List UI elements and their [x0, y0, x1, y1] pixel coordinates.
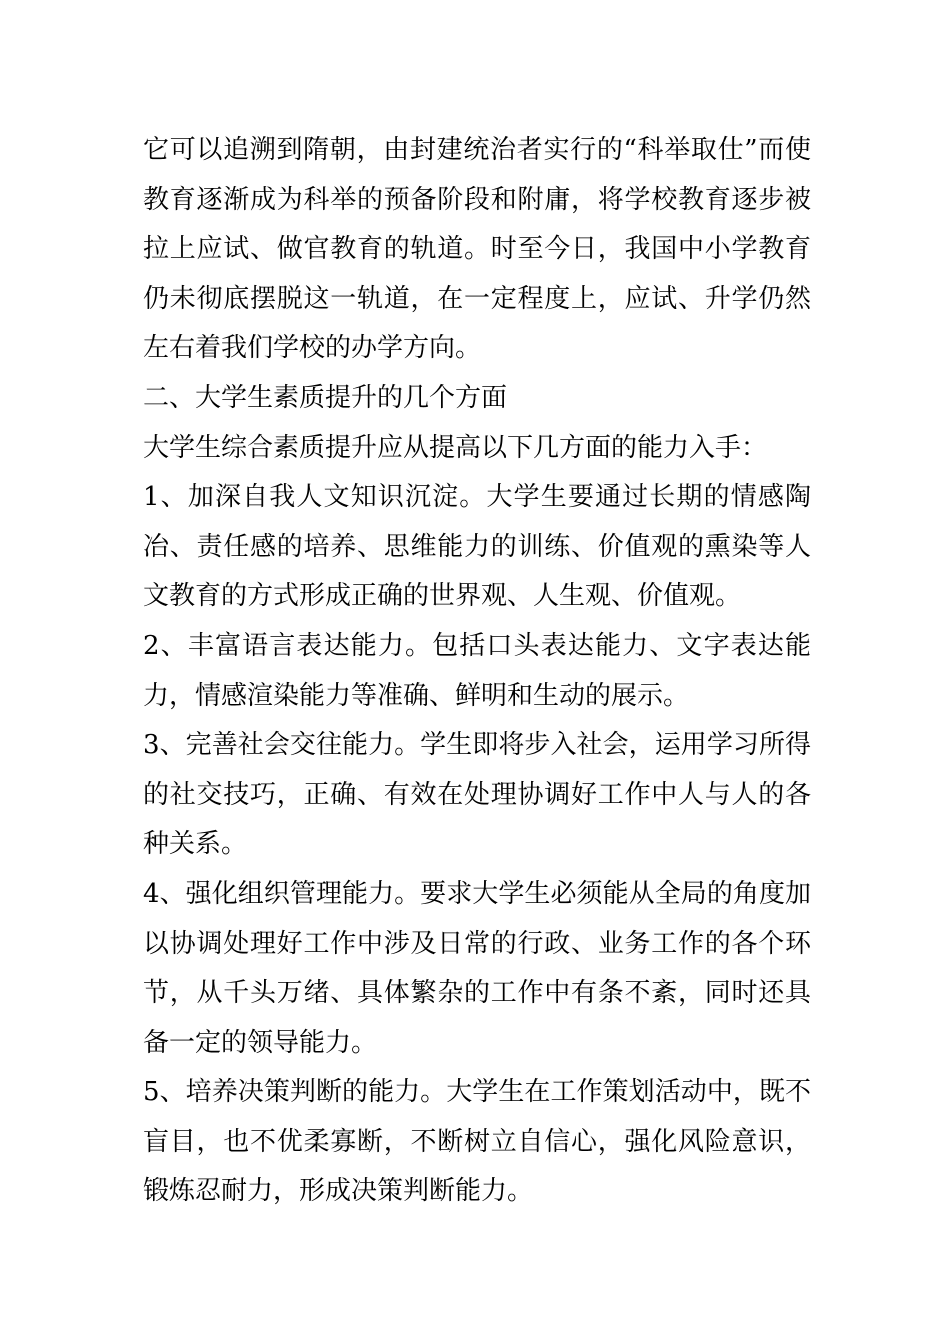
- list-item-1: 1、加深自我人文知识沉淀。大学生要通过长期的情感陶冶、责任感的培养、思维能力的训练、价值观的熏染等人文教育的方式形成正确的世界观、人生观、价值观。: [143, 482, 811, 612]
- list-item-5: 5、培养决策判断的能力。大学生在工作策划活动中，既不盲目，也不优柔寡断，不断树立自信心，强化风险意识，锻炼忍耐力，形成决策判断能力。: [143, 1077, 811, 1207]
- paragraph-section-lead: 大学生综合素质提升应从提高以下几方面的能力入手：: [143, 432, 768, 463]
- document-body: [143, 126, 811, 1217]
- list-item-4: 4、强化组织管理能力。要求大学生必须能从全局的角度加以协调处理好工作中涉及日常的行政、业务工作的各个环节，从千头万绪、具体繁杂的工作中有条不紊，同时还具备一定的领导能力。: [143, 878, 811, 1058]
- list-item-2: 2、丰富语言表达能力。包括口头表达能力、文字表达能力，情感渲染能力等准确、鲜明和生动的展示。: [143, 630, 811, 711]
- list-item-3: 3、完善社会交往能力。学生即将步入社会，运用学习所得的社交技巧，正确、有效在处理协调好工作中人与人的各种关系。: [143, 730, 811, 860]
- section-heading: 二、大学生素质提升的几个方面: [143, 382, 508, 413]
- paragraph-intro-continuation: 它可以追溯到隋朝，由封建统治者实行的“科举取仕”而使教育逐渐成为科举的预备阶段和附庸，将学校教育逐步被拉上应试、做官教育的轨道。时至今日，我国中小学教育仍未彻底摆脱这一轨道，在一定程度上，应试、升学仍然左右着我们学校的办学方向。: [143, 135, 811, 364]
